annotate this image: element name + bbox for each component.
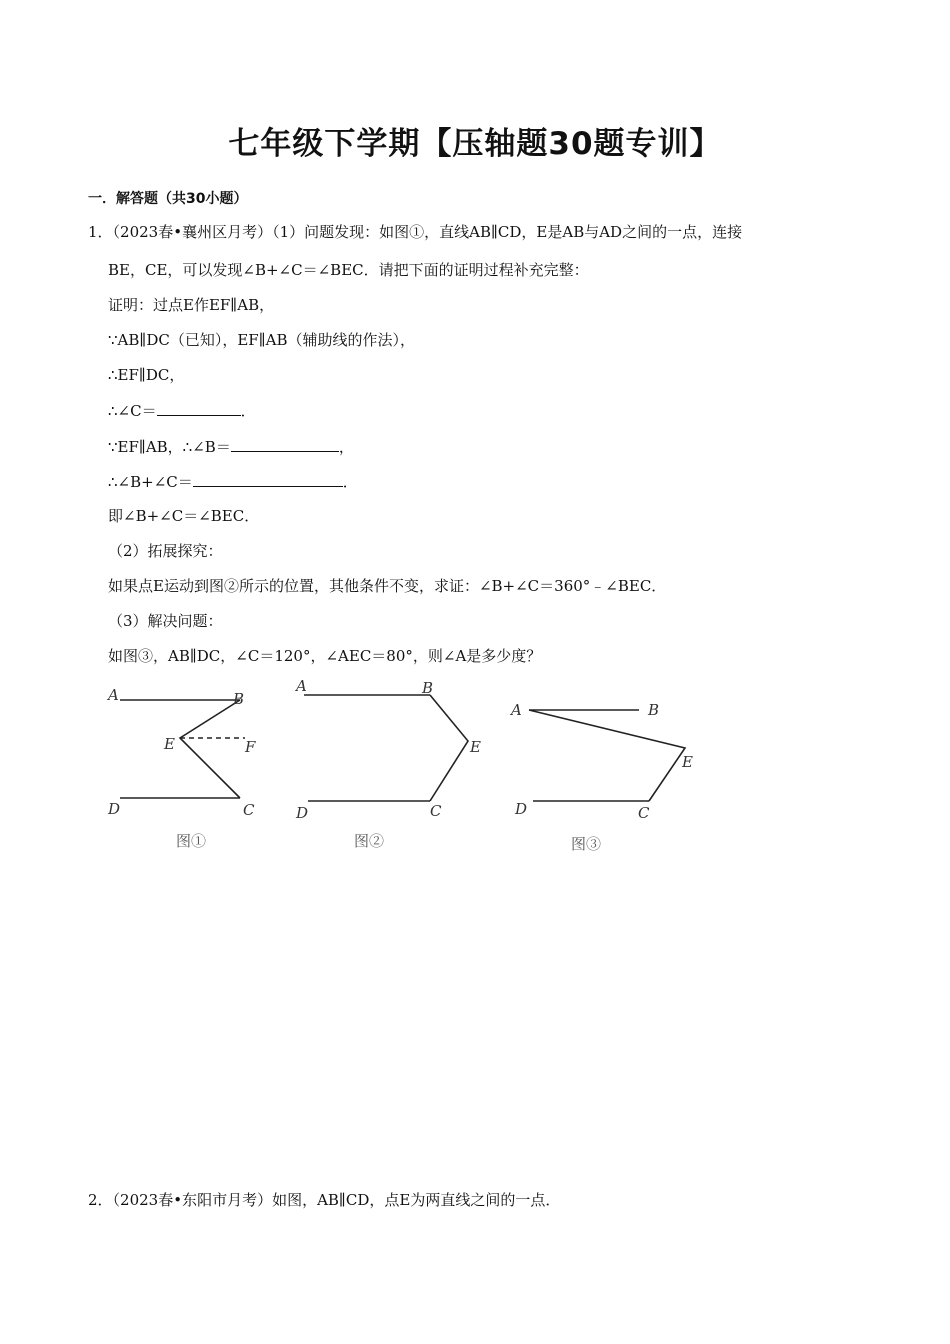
part-3-text: 如图③，AB∥DC，∠C＝120°，∠AEC＝80°，则∠A是多少度？ bbox=[108, 647, 542, 665]
label-a: A bbox=[296, 677, 307, 695]
segments-be-ec bbox=[430, 695, 468, 801]
proof-text: ∴∠B+∠C＝ bbox=[108, 473, 193, 491]
segments-ae-ec bbox=[529, 710, 685, 801]
question-text: （1）问题发现：如图①，直线AB∥CD，E是AB与AD之间的一点，连接 bbox=[272, 223, 743, 241]
proof-line-7: 即∠B+∠C＝∠BEC． bbox=[108, 507, 260, 525]
proof-text: ∴∠C＝ bbox=[108, 402, 157, 420]
figure-2 bbox=[290, 673, 490, 828]
question-text: 如图，AB∥CD，点E为两直线之间的一点． bbox=[272, 1191, 561, 1209]
label-c: C bbox=[430, 802, 442, 820]
question-2-line-1 bbox=[88, 1190, 560, 1210]
label-e: E bbox=[164, 735, 175, 753]
label-a: A bbox=[511, 701, 522, 719]
proof-text: ∵EF∥AB，∴∠B＝ bbox=[108, 438, 231, 456]
proof-line-1: 证明：过点E作EF∥AB， bbox=[108, 296, 275, 314]
proof-text: ． bbox=[240, 402, 256, 420]
label-a: A bbox=[108, 686, 119, 704]
section-heading: 一．解答题（共30小题） bbox=[88, 191, 248, 207]
figure-2-caption: 图② bbox=[354, 832, 385, 850]
question-1-line-1 bbox=[88, 222, 742, 242]
answer-blank[interactable] bbox=[193, 471, 343, 487]
label-c: C bbox=[638, 804, 650, 822]
label-e: E bbox=[470, 738, 481, 756]
question-number: 1． bbox=[88, 223, 113, 241]
proof-line-2: ∵AB∥DC（已知），EF∥AB（辅助线的作法）， bbox=[108, 331, 415, 349]
proof-line-3: ∴EF∥DC， bbox=[108, 366, 185, 384]
proof-line-4 bbox=[108, 400, 256, 421]
segments-be-ec bbox=[180, 700, 240, 798]
label-b: B bbox=[648, 701, 660, 719]
answer-blank[interactable] bbox=[157, 400, 241, 416]
part-2-text: 如果点E运动到图②所示的位置，其他条件不变，求证：∠B+∠C＝360°﹣∠BEC． bbox=[108, 577, 667, 595]
page-title: 七年级下学期【压轴题30题专训】 bbox=[228, 126, 722, 162]
label-f: F bbox=[245, 738, 256, 756]
proof-text: ， bbox=[338, 438, 354, 456]
label-b: B bbox=[233, 690, 245, 708]
label-d: D bbox=[515, 800, 528, 818]
part-3-heading: （3）解决问题： bbox=[108, 612, 223, 630]
question-1-line-2: BE，CE，可以发现∠B+∠C＝∠BEC．请把下面的证明过程补充完整： bbox=[108, 261, 589, 279]
figure-3-caption: 图③ bbox=[571, 835, 602, 853]
label-d: D bbox=[296, 804, 309, 822]
question-number: 2． bbox=[88, 1191, 113, 1209]
proof-text: ． bbox=[342, 473, 358, 491]
label-d: D bbox=[108, 800, 121, 818]
figure-1 bbox=[100, 678, 270, 828]
label-e: E bbox=[682, 753, 693, 771]
proof-line-6 bbox=[108, 471, 358, 492]
label-b: B bbox=[422, 679, 434, 697]
figure-3 bbox=[505, 690, 705, 830]
question-source: （2023春•襄州区月考） bbox=[112, 223, 273, 241]
part-2-heading: （2）拓展探究： bbox=[108, 542, 223, 560]
proof-line-5 bbox=[108, 436, 354, 457]
question-source: （2023春•东阳市月考） bbox=[112, 1191, 273, 1209]
answer-blank[interactable] bbox=[231, 436, 339, 452]
label-c: C bbox=[243, 801, 255, 819]
figure-1-caption: 图① bbox=[176, 832, 207, 850]
